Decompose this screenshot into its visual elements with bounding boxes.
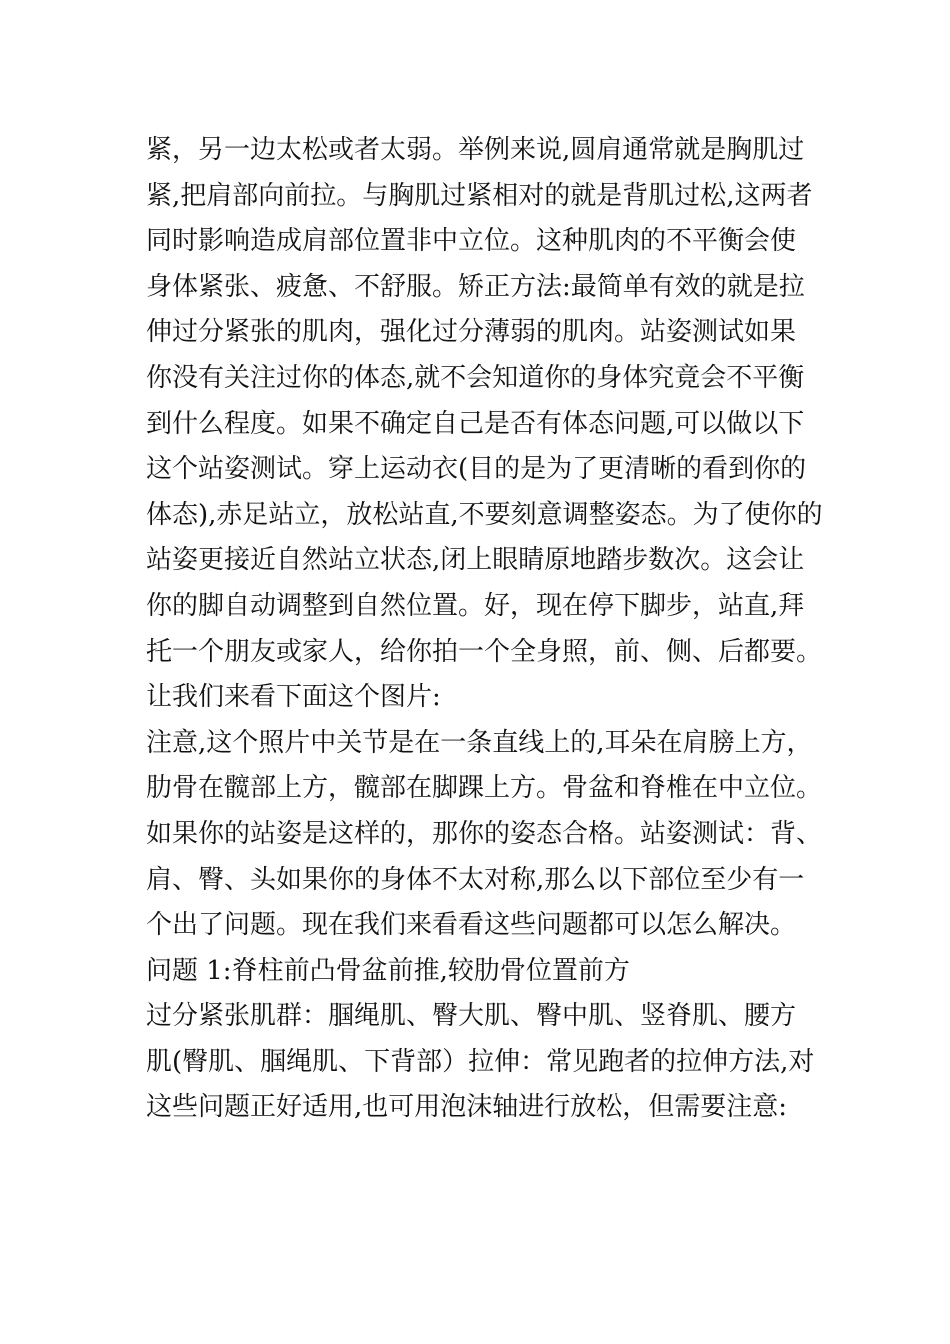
text-line: 这些问题正好适用,也可用泡沫轴进行放松，但需要注意: [146, 1092, 788, 1123]
text-line: 这个站姿测试。穿上运动衣(目的是为了更清晰的看到你的 [146, 454, 807, 485]
text-line: 过分紧张肌群：腘绳肌、臀大肌、臀中肌、竖脊肌、腰方 [146, 1001, 797, 1032]
text-line: 肩、臀、头如果你的身体不太对称,那么以下部位至少有一 [146, 864, 805, 895]
text-line: 肌(臀肌、腘绳肌、下背部）拉伸：常见跑者的拉伸方法,对 [146, 1046, 815, 1077]
text-line: 肋骨在髋部上方，髋部在脚踝上方。骨盆和脊椎在中立位。 [146, 773, 823, 804]
body-text [146, 128, 823, 1131]
text-line: 到什么程度。如果不确定自己是否有体态问题,可以做以下 [146, 408, 805, 439]
text-line: 紧，另一边太松或者太弱。举例来说,圆肩通常就是胸肌过 [146, 135, 805, 165]
text-line: 紧,把肩部向前拉。与胸肌过紧相对的就是背肌过松,这两者 [146, 180, 813, 211]
text-line: 伸过分紧张的肌肉，强化过分薄弱的肌肉。站姿测试如果 [146, 317, 797, 348]
text-line: 托一个朋友或家人，给你拍一个全身照，前、侧、后都要。 [146, 636, 823, 667]
text-line: 注意,这个照片中关节是在一条直线上的,耳朵在肩膀上方， [146, 727, 813, 758]
text-line: 体态),赤足站立，放松站直,不要刻意调整姿态。为了使你的 [146, 499, 823, 530]
text-line: 你没有关注过你的体态,就不会知道你的身体究竟会不平衡 [146, 362, 805, 393]
section-heading: 问题 1:脊柱前凸骨盆前推,较肋骨位置前方 [146, 955, 630, 986]
text-line: 身体紧张、疲惫、不舒服。矫正方法:最简单有效的就是拉 [146, 271, 805, 302]
text-line: 个出了问题。现在我们来看看这些问题都可以怎么解决。 [146, 910, 797, 941]
text-line: 如果你的站姿是这样的，那你的姿态合格。站姿测试：背、 [146, 818, 823, 849]
text-line: 你的脚自动调整到自然位置。好，现在停下脚步，站直,拜 [146, 590, 805, 621]
text-line: 让我们来看下面这个图片: [146, 682, 441, 713]
text-line: 站姿更接近自然站立状态,闭上眼睛原地踏步数次。这会让 [146, 545, 805, 576]
text-line: 同时影响造成肩部位置非中立位。这种肌肉的不平衡会使 [146, 226, 797, 257]
